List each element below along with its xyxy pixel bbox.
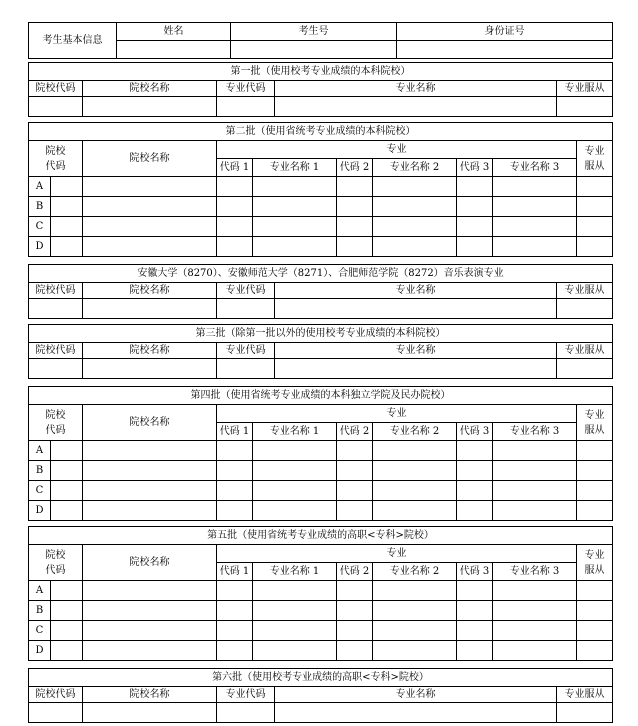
- major-name-1-field[interactable]: [253, 481, 337, 501]
- row-label: D: [29, 237, 51, 257]
- table-row: [29, 461, 613, 481]
- code-1-header: 代码 1: [217, 563, 253, 581]
- school-code-header: 院校代码: [29, 343, 83, 359]
- major-name-1-field[interactable]: [253, 441, 337, 461]
- major-obey-field[interactable]: [557, 97, 613, 117]
- major-name-header: 专业名称: [275, 687, 557, 703]
- school-code-field[interactable]: [51, 601, 83, 621]
- code-2-header: 代码 2: [337, 159, 373, 177]
- major-name-3-field[interactable]: [493, 197, 577, 217]
- code-1-field[interactable]: [217, 197, 253, 217]
- major-name-3-field[interactable]: [493, 217, 577, 237]
- batch-2-section: [28, 122, 612, 257]
- id-number-field[interactable]: [397, 41, 613, 59]
- table-row: [29, 481, 613, 501]
- row-label: C: [29, 217, 51, 237]
- row-label: A: [29, 581, 51, 601]
- major-name-2-header: 专业名称 2: [373, 159, 457, 177]
- school-name-header: 院校名称: [83, 343, 217, 359]
- major-name-2-field[interactable]: [373, 501, 457, 521]
- major-obey-header: 专业 服从: [577, 545, 613, 581]
- major-name-1-header: 专业名称 1: [253, 159, 337, 177]
- major-name-3-header: 专业名称 3: [493, 159, 577, 177]
- batch-2-title: 第二批（使用省统考专业成绩的本科院校）: [29, 123, 613, 141]
- school-code-field[interactable]: [51, 177, 83, 197]
- school-code-field[interactable]: [51, 237, 83, 257]
- code-2-field[interactable]: [337, 501, 373, 521]
- row-label: B: [29, 461, 51, 481]
- major-obey-field[interactable]: [577, 501, 613, 521]
- code-3-field[interactable]: [457, 481, 493, 501]
- code-2-field[interactable]: [337, 177, 373, 197]
- school-code-field[interactable]: [51, 197, 83, 217]
- batch-4-title: 第四批（使用省统考专业成绩的本科独立学院及民办院校）: [29, 387, 613, 405]
- school-code-field[interactable]: [51, 501, 83, 521]
- code-3-field[interactable]: [457, 197, 493, 217]
- school-name-header: 院校名称: [83, 545, 217, 581]
- major-name-2-field[interactable]: [373, 601, 457, 621]
- table-row: [29, 197, 613, 217]
- code-1-header: 代码 1: [217, 423, 253, 441]
- major-obey-field[interactable]: [577, 461, 613, 481]
- batch-1-section: [28, 62, 612, 117]
- code-2-field[interactable]: [337, 601, 373, 621]
- major-name-2-header: 专业名称 2: [373, 423, 457, 441]
- school-name-field[interactable]: [83, 217, 217, 237]
- code-3-field[interactable]: [457, 581, 493, 601]
- major-name-2-field[interactable]: [373, 237, 457, 257]
- code-2-field[interactable]: [337, 197, 373, 217]
- major-name-2-field[interactable]: [373, 641, 457, 661]
- name-header: 姓名: [117, 23, 231, 41]
- major-obey-field[interactable]: [577, 217, 613, 237]
- school-name-field[interactable]: [83, 441, 217, 461]
- table-row: [29, 441, 613, 461]
- school-name-field[interactable]: [83, 359, 217, 379]
- code-3-field[interactable]: [457, 237, 493, 257]
- major-name-1-field[interactable]: [253, 581, 337, 601]
- row-label: B: [29, 601, 51, 621]
- code-1-field[interactable]: [217, 621, 253, 641]
- major-name-3-header: 专业名称 3: [493, 563, 577, 581]
- major-name-2-field[interactable]: [373, 441, 457, 461]
- code-1-field[interactable]: [217, 601, 253, 621]
- row-label: B: [29, 197, 51, 217]
- table-row: [29, 601, 613, 621]
- major-name-3-field[interactable]: [493, 641, 577, 661]
- major-code-header: 专业代码: [217, 283, 275, 299]
- major-name-1-field[interactable]: [253, 601, 337, 621]
- school-name-field[interactable]: [83, 601, 217, 621]
- code-1-field[interactable]: [217, 217, 253, 237]
- school-name-field[interactable]: [83, 177, 217, 197]
- code-1-field[interactable]: [217, 461, 253, 481]
- major-name-1-field[interactable]: [253, 641, 337, 661]
- code-3-header: 代码 3: [457, 563, 493, 581]
- major-name-2-field[interactable]: [373, 217, 457, 237]
- major-name-1-field[interactable]: [253, 237, 337, 257]
- table-row: [29, 217, 613, 237]
- major-name-1-header: 专业名称 1: [253, 423, 337, 441]
- school-code-field[interactable]: [51, 641, 83, 661]
- name-field[interactable]: [117, 41, 231, 59]
- batch-4-section: [28, 386, 612, 521]
- batch-6-section: [28, 668, 612, 723]
- major-name-3-field[interactable]: [493, 441, 577, 461]
- major-code-field[interactable]: [217, 97, 275, 117]
- school-name-header: 院校名称: [83, 405, 217, 441]
- code-2-field[interactable]: [337, 581, 373, 601]
- major-code-header: 专业代码: [217, 343, 275, 359]
- school-name-field[interactable]: [83, 641, 217, 661]
- school-code-header: 院校代码: [29, 687, 83, 703]
- school-code-field[interactable]: [51, 621, 83, 641]
- major-name-3-field[interactable]: [493, 177, 577, 197]
- major-name-2-header: 专业名称 2: [373, 563, 457, 581]
- school-name-header: 院校名称: [83, 283, 217, 299]
- major-name-header: 专业名称: [275, 283, 557, 299]
- batch-1-title: 第一批（使用校考专业成绩的本科院校）: [29, 63, 613, 81]
- major-name-3-header: 专业名称 3: [493, 423, 577, 441]
- code-1-field[interactable]: [217, 641, 253, 661]
- school-name-header: 院校名称: [83, 81, 217, 97]
- code-2-field[interactable]: [337, 481, 373, 501]
- code-3-field[interactable]: [457, 441, 493, 461]
- table-row: [29, 177, 613, 197]
- major-header: 专业: [217, 405, 577, 423]
- school-name-header: 院校名称: [83, 687, 217, 703]
- major-obey-header: 专业服从: [557, 81, 613, 97]
- code-1-field[interactable]: [217, 441, 253, 461]
- code-3-field[interactable]: [457, 501, 493, 521]
- batch-6-title: 第六批（使用校考专业成绩的高职<专科>院校）: [29, 669, 613, 687]
- major-name-2-field[interactable]: [373, 197, 457, 217]
- school-code-field[interactable]: [29, 299, 83, 319]
- code-1-field[interactable]: [217, 177, 253, 197]
- school-code-field[interactable]: [51, 461, 83, 481]
- major-name-field[interactable]: [275, 97, 557, 117]
- major-code-header: 专业代码: [217, 81, 275, 97]
- code-3-field[interactable]: [457, 461, 493, 481]
- code-2-header: 代码 2: [337, 423, 373, 441]
- major-name-2-field[interactable]: [373, 621, 457, 641]
- school-name-field[interactable]: [83, 237, 217, 257]
- major-obey-field[interactable]: [557, 299, 613, 319]
- school-name-field[interactable]: [83, 481, 217, 501]
- exam-number-header: 考生号: [231, 23, 397, 41]
- major-name-3-field[interactable]: [493, 601, 577, 621]
- major-header: 专业: [217, 141, 577, 159]
- school-name-field[interactable]: [83, 461, 217, 481]
- school-name-field[interactable]: [83, 197, 217, 217]
- code-1-field[interactable]: [217, 481, 253, 501]
- code-3-header: 代码 3: [457, 423, 493, 441]
- school-code-header: 院校代码: [29, 283, 83, 299]
- school-code-field[interactable]: [29, 703, 83, 723]
- table-row: [29, 621, 613, 641]
- major-name-1-field[interactable]: [253, 197, 337, 217]
- major-obey-header: 专业 服从: [577, 141, 613, 177]
- table-row: [29, 501, 613, 521]
- code-2-field[interactable]: [337, 237, 373, 257]
- row-label: A: [29, 177, 51, 197]
- major-obey-header: 专业服从: [557, 687, 613, 703]
- music-performance-section: [28, 264, 612, 319]
- code-3-field[interactable]: [457, 177, 493, 197]
- major-name-2-field[interactable]: [373, 461, 457, 481]
- code-2-field[interactable]: [337, 641, 373, 661]
- music-performance-title: 安徽大学（8270）、安徽师范大学（8271）、合肥师范学院（8272）音乐表演专业: [29, 265, 613, 283]
- major-name-3-field[interactable]: [493, 581, 577, 601]
- code-2-field[interactable]: [337, 441, 373, 461]
- major-obey-header: 专业 服从: [577, 405, 613, 441]
- major-obey-field[interactable]: [557, 359, 613, 379]
- batch-3-title: 第三批（除第一批以外的使用校考专业成绩的本科院校）: [29, 325, 613, 343]
- table-row: [29, 641, 613, 661]
- applicant-info-label: 考生基本信息: [29, 23, 117, 59]
- code-3-field[interactable]: [457, 621, 493, 641]
- batch-5-title: 第五批（使用省统考专业成绩的高职<专科>院校）: [29, 527, 613, 545]
- row-label: D: [29, 641, 51, 661]
- batch-5-section: [28, 526, 612, 661]
- school-name-header: 院校名称: [83, 141, 217, 177]
- code-2-field[interactable]: [337, 217, 373, 237]
- code-1-field[interactable]: [217, 581, 253, 601]
- major-header: 专业: [217, 545, 577, 563]
- id-number-header: 身份证号: [397, 23, 613, 41]
- major-name-field[interactable]: [275, 703, 557, 723]
- school-code-header: 院校 代码: [29, 405, 83, 441]
- major-obey-field[interactable]: [577, 197, 613, 217]
- major-code-header: 专业代码: [217, 687, 275, 703]
- major-name-2-field[interactable]: [373, 481, 457, 501]
- major-code-field[interactable]: [217, 299, 275, 319]
- major-obey-field[interactable]: [577, 641, 613, 661]
- code-3-field[interactable]: [457, 601, 493, 621]
- school-code-field[interactable]: [51, 217, 83, 237]
- major-code-field[interactable]: [217, 359, 275, 379]
- major-obey-field[interactable]: [557, 703, 613, 723]
- school-name-field[interactable]: [83, 703, 217, 723]
- major-name-3-field[interactable]: [493, 501, 577, 521]
- major-name-1-field[interactable]: [253, 217, 337, 237]
- major-obey-field[interactable]: [577, 481, 613, 501]
- school-name-field[interactable]: [83, 501, 217, 521]
- school-name-field[interactable]: [83, 97, 217, 117]
- major-name-header: 专业名称: [275, 81, 557, 97]
- row-label: D: [29, 501, 51, 521]
- code-1-header: 代码 1: [217, 159, 253, 177]
- major-name-1-field[interactable]: [253, 177, 337, 197]
- major-name-3-field[interactable]: [493, 481, 577, 501]
- major-name-1-field[interactable]: [253, 461, 337, 481]
- exam-number-field[interactable]: [231, 41, 397, 59]
- major-name-2-field[interactable]: [373, 177, 457, 197]
- major-name-header: 专业名称: [275, 343, 557, 359]
- code-3-field[interactable]: [457, 217, 493, 237]
- major-code-field[interactable]: [217, 703, 275, 723]
- school-code-header: 院校 代码: [29, 141, 83, 177]
- major-name-1-header: 专业名称 1: [253, 563, 337, 581]
- major-obey-header: 专业服从: [557, 283, 613, 299]
- row-label: A: [29, 441, 51, 461]
- code-2-field[interactable]: [337, 461, 373, 481]
- batch-3-section: [28, 324, 612, 379]
- major-obey-field[interactable]: [577, 621, 613, 641]
- major-name-2-field[interactable]: [373, 581, 457, 601]
- major-obey-field[interactable]: [577, 601, 613, 621]
- code-1-field[interactable]: [217, 501, 253, 521]
- school-code-field[interactable]: [29, 359, 83, 379]
- school-code-field[interactable]: [51, 581, 83, 601]
- school-code-field[interactable]: [51, 441, 83, 461]
- school-name-field[interactable]: [83, 621, 217, 641]
- major-obey-field[interactable]: [577, 237, 613, 257]
- major-obey-field[interactable]: [577, 441, 613, 461]
- school-code-field[interactable]: [29, 97, 83, 117]
- row-label: C: [29, 481, 51, 501]
- major-obey-header: 专业服从: [557, 343, 613, 359]
- major-name-1-field[interactable]: [253, 621, 337, 641]
- school-name-field[interactable]: [83, 299, 217, 319]
- school-code-header: 院校代码: [29, 81, 83, 97]
- table-row: [29, 581, 613, 601]
- code-1-field[interactable]: [217, 237, 253, 257]
- code-3-header: 代码 3: [457, 159, 493, 177]
- major-obey-field[interactable]: [577, 177, 613, 197]
- code-2-field[interactable]: [337, 621, 373, 641]
- major-name-3-field[interactable]: [493, 621, 577, 641]
- major-name-1-field[interactable]: [253, 501, 337, 521]
- school-code-header: 院校 代码: [29, 545, 83, 581]
- school-code-field[interactable]: [51, 481, 83, 501]
- applicant-info-section: [28, 22, 612, 59]
- table-row: [29, 237, 613, 257]
- major-name-field[interactable]: [275, 359, 557, 379]
- row-label: C: [29, 621, 51, 641]
- major-name-field[interactable]: [275, 299, 557, 319]
- major-obey-field[interactable]: [577, 581, 613, 601]
- code-2-header: 代码 2: [337, 563, 373, 581]
- major-name-3-field[interactable]: [493, 237, 577, 257]
- major-name-3-field[interactable]: [493, 461, 577, 481]
- code-3-field[interactable]: [457, 641, 493, 661]
- school-name-field[interactable]: [83, 581, 217, 601]
